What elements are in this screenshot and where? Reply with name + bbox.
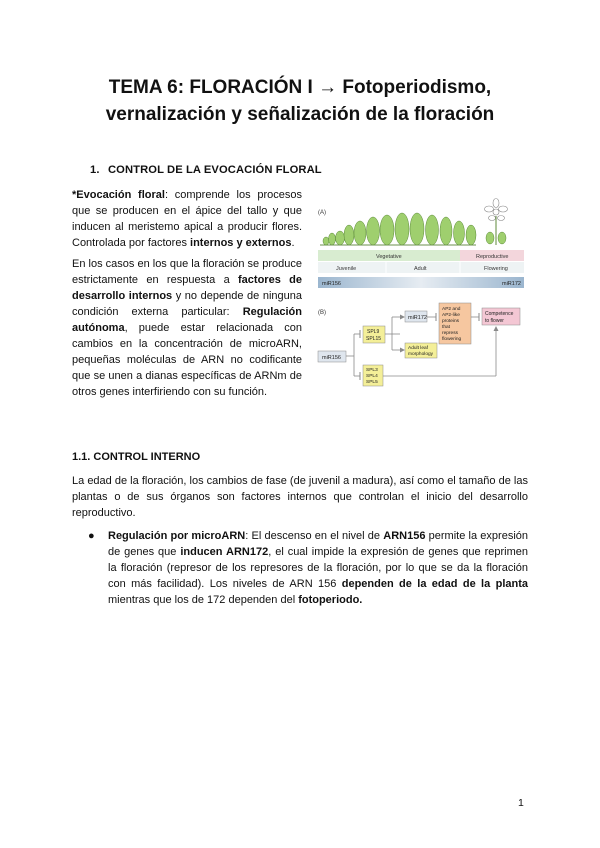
ap2-line-6: flowering: [442, 337, 462, 342]
competence-line-2: to flower: [485, 318, 504, 324]
evocation-term: *Evocación floral: [72, 189, 165, 201]
spl4-label: SPL4: [366, 374, 378, 379]
subsection-heading: 1.1. CONTROL INTERNO: [72, 451, 201, 463]
spl3-label: SPL3: [366, 368, 378, 373]
mirna-gradient-bar: [318, 277, 524, 288]
reproductive-label: Reproductive: [476, 254, 509, 260]
microrna-phase-figure: [316, 198, 531, 388]
spl9-label: SPL9: [367, 329, 380, 335]
internal-control-paragraph: La edad de la floración, los cambios de fase (de juvenil a madura), así como el tamaño de las plantas o de sus órganos son factores internos que controlan el inicio del desarrollo reproductivo.: [72, 475, 528, 519]
juvenile-label: Juvenile: [336, 266, 357, 272]
regulatory-network: [318, 303, 520, 386]
microrna-regulation-bullet: Regulación por microARN: El descenso en el nivel de ARN156 permite la expresión de genes que inducen ARN172, el cual impide la expresión de genes que reprimen la floración (represor de los represores de la floración, por lo que se da la floración con más facilidad). Los niveles de ARN 156 dependen de la edad de la planta mientras que los de 172 dependen del fotoperiodo.: [108, 530, 528, 606]
mir156-node-label: miR156: [322, 355, 341, 361]
bullet-marker: ●: [88, 530, 95, 542]
ap2-line-5: repress: [442, 331, 458, 336]
vegetative-label: Vegetative: [376, 254, 402, 260]
panel-b-label: (B): [318, 310, 326, 316]
mir156-bar-label: miR156: [322, 281, 341, 287]
phase-bars: [318, 250, 524, 273]
flowering-label: Flowering: [484, 266, 508, 272]
title-line-2: vernalización y señalización de la floración: [105, 104, 495, 125]
evocation-definition-paragraph: *Evocación floral: comprende los procesos que se producen en el ápice del tallo y que inducen al meristemo apical a producir flores. Controlada por factores internos y externos.: [72, 189, 302, 249]
section-heading: [90, 164, 322, 176]
ap2-line-3: proteins: [442, 319, 460, 324]
autonomous-regulation-paragraph: En los casos en los que la floración se produce estrictamente en respuesta a factores de desarrollo internos y no depende de ninguna condición externa particular: Regulación autónoma, puede estar relacionada con cambios en la concentración de microARN, pequeñas moléculas de ARN no codificante que se unen a dianas específicas de ARNm de otros genes interfiriendo con su función.: [72, 258, 302, 398]
section-title: CONTROL DE LA EVOCACIÓN FLORAL: [108, 164, 322, 176]
page-number: 1: [518, 797, 524, 809]
spl5-label: SPL5: [366, 380, 378, 385]
adult-leaf-line-1: Adult leaf: [408, 346, 429, 351]
adult-label: Adult: [414, 266, 427, 272]
page-title: [70, 74, 530, 128]
plant-rosettes-illustration: [320, 213, 476, 245]
flowering-plant-illustration: [485, 199, 508, 246]
competence-line-1: Competence: [485, 311, 514, 317]
section-number: 1.: [90, 164, 100, 176]
title-line-1: TEMA 6: FLORACIÓN I → Fotoperiodismo,: [108, 77, 492, 98]
adult-leaf-line-2: morphology: [408, 352, 434, 357]
spl15-label: SPL15: [366, 336, 382, 342]
ap2-line-1: AP2 and: [442, 307, 461, 312]
mir172-node-label: miR172: [408, 315, 427, 321]
ap2-line-4: that: [442, 325, 451, 330]
panel-a-label: (A): [318, 210, 326, 216]
ap2-line-2: AP2-like: [442, 313, 460, 318]
mir172-bar-label: miR172: [502, 281, 521, 287]
